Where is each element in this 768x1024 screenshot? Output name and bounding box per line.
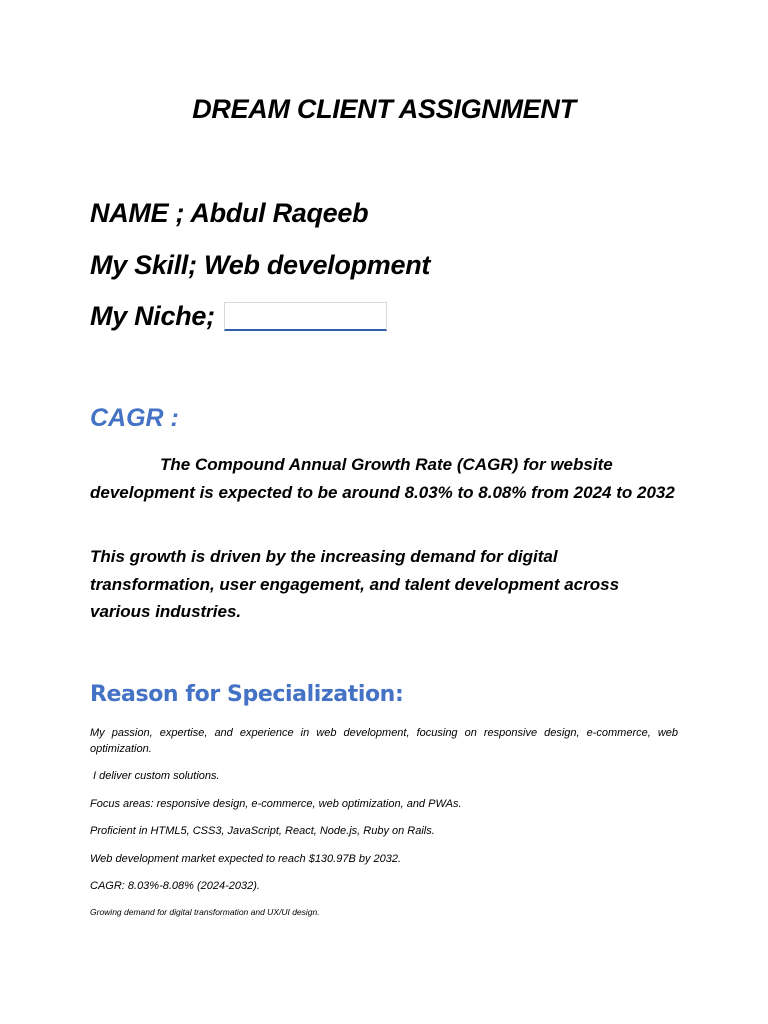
- reason-item: My passion, expertise, and experience in web development, focusing on responsive design, e-commerce, web optimization.: [90, 727, 678, 755]
- skill-line: My Skill; Web development: [90, 250, 431, 280]
- name-line: NAME ; Abdul Raqeeb: [90, 198, 369, 228]
- niche-input-field[interactable]: [224, 302, 387, 331]
- cagr-paragraph: The Compound Annual Growth Rate (CAGR) for website development is expected to be around 8.03% to 8.08% from 2024 to 2032: [90, 455, 675, 502]
- document-title: DREAM CLIENT ASSIGNMENT: [192, 94, 576, 124]
- niche-label: My Niche;: [90, 301, 215, 331]
- reason-item: Focus areas: responsive design, e-commerce, web optimization, and PWAs.: [90, 798, 462, 810]
- cagr-heading: CAGR :: [90, 404, 179, 432]
- reason-item: I deliver custom solutions.: [93, 770, 220, 782]
- reason-item: CAGR: 8.03%-8.08% (2024-2032).: [90, 880, 260, 892]
- reason-item-footnote: Growing demand for digital transformation and UX/UI design.: [90, 907, 320, 917]
- reason-item: Web development market expected to reach $130.97B by 2032.: [90, 853, 402, 865]
- reason-item: Proficient in HTML5, CSS3, JavaScript, React, Node.js, Ruby on Rails.: [90, 825, 435, 837]
- growth-paragraph: This growth is driven by the increasing demand for digital transformation, user engagement, and talent development across various industries.: [90, 547, 620, 621]
- reason-heading: Reason for Specialization:: [90, 682, 404, 707]
